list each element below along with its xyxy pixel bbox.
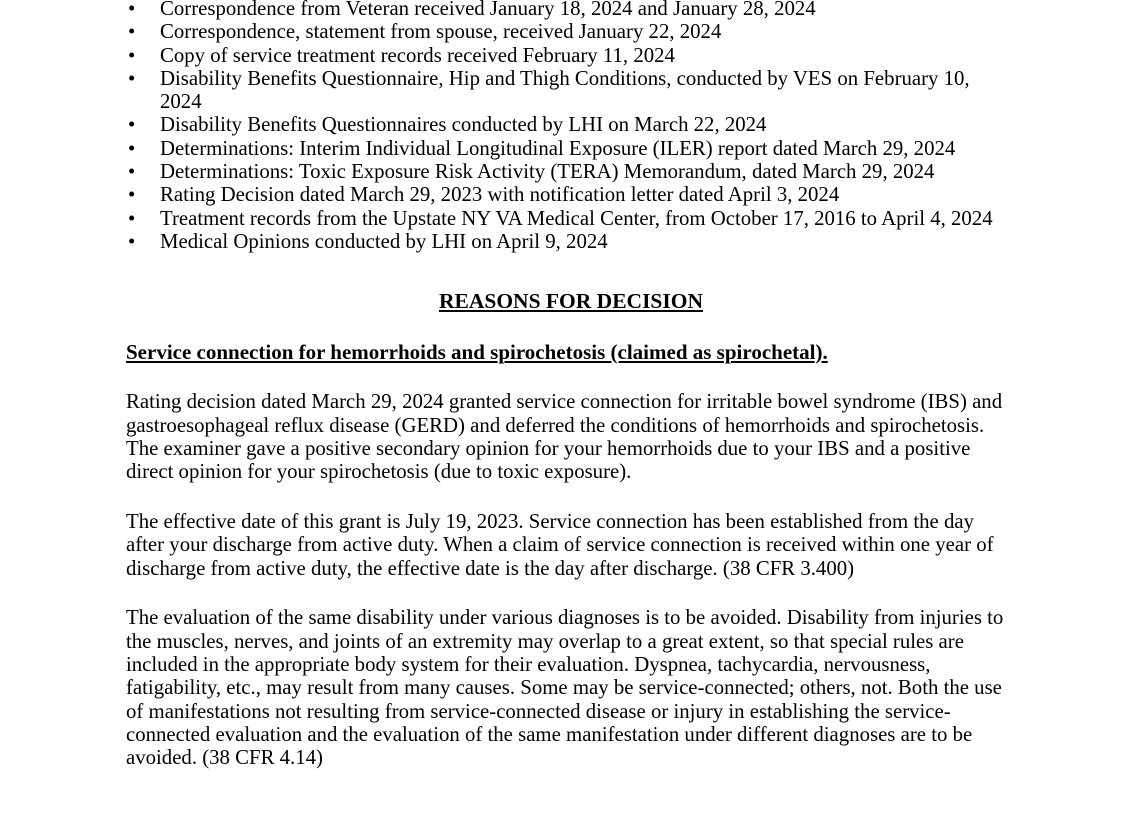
evidence-list-item <box>126 183 1016 206</box>
evidence-list-item <box>126 113 1016 136</box>
evidence-list-item <box>126 137 1016 160</box>
evidence-list-item <box>126 20 1016 43</box>
evidence-list-item <box>126 160 1016 183</box>
issue-heading: Service connection for hemorrhoids and spirochetosis (claimed as spirochetal). <box>126 339 828 364</box>
bullet-icon: • <box>128 229 136 253</box>
bullet-icon: • <box>128 136 136 160</box>
evidence-item-text: Copy of service treatment records received February 11, 2024 <box>160 43 675 67</box>
evidence-item-text: Disability Benefits Questionnaires conducted by LHI on March 22, 2024 <box>160 113 767 137</box>
evidence-list-item <box>126 44 1016 67</box>
evidence-list <box>126 0 1016 253</box>
evidence-item-text: Rating Decision dated March 29, 2023 with notification letter dated April 3, 2024 <box>160 183 840 207</box>
bullet-icon: • <box>128 20 136 44</box>
body-paragraph: The evaluation of the same disability under various diagnoses is to be avoided. Disability from injuries to the muscles, nerves, and joints of an extremity may overlap to a great extent, so that special rules are included in the appropriate body system for their evaluation. Dyspnea, tachycardia, nervousness, fatigability, etc., may result from many causes. Some may be service-connected; others, not. Both the use of manifestations not resulting from service-connected disease or injury in establishing the service-connected evaluation and the evaluation of the same manifestation under different diagnoses are to be avoided. (38 CFR 4.14) <box>126 606 1004 770</box>
decision-paragraphs <box>126 390 1016 769</box>
evidence-list-item <box>126 67 1016 114</box>
evidence-item-text: Treatment records from the Upstate NY VA Medical Center, from October 17, 2016 to April 4, 2024 <box>160 206 993 230</box>
reasons-for-decision-heading: REASONS FOR DECISION <box>438 289 704 314</box>
evidence-item-text: Medical Opinions conducted by LHI on April 9, 2024 <box>160 229 608 253</box>
bullet-icon: • <box>128 183 136 207</box>
evidence-item-text: Correspondence, statement from spouse, received January 22, 2024 <box>160 20 722 44</box>
evidence-list-item <box>126 207 1016 230</box>
body-paragraph: Rating decision dated March 29, 2024 granted service connection for irritable bowel syndrome (IBS) and gastroesophageal reflux disease (GERD) and deferred the conditions of hemorrhoids and spirochetosis. The examiner gave a positive secondary opinion for your hemorrhoids due to your IBS and a positive direct opinion for your spirochetosis (due to toxic exposure). <box>126 390 1003 484</box>
evidence-item-text: Disability Benefits Questionnaire, Hip and Thigh Conditions, conducted by VES on February 10, 2024 <box>160 66 970 114</box>
bullet-icon: • <box>128 206 136 230</box>
evidence-list-item <box>126 0 1016 20</box>
bullet-icon: • <box>128 160 136 184</box>
document-page <box>126 0 1016 770</box>
body-paragraph: The effective date of this grant is July 19, 2023. Service connection has been established from the day after your discharge from active duty. When a claim of service connection is received within one year of discharge from active duty, the effective date is the day after discharge. (38 CFR 3.400) <box>126 510 994 580</box>
evidence-item-text: Determinations: Toxic Exposure Risk Activity (TERA) Memorandum, dated March 29, 2024 <box>160 160 935 184</box>
bullet-icon: • <box>128 0 136 20</box>
evidence-item-text: Correspondence from Veteran received January 18, 2024 and January 28, 2024 <box>160 0 816 20</box>
bullet-icon: • <box>128 66 136 90</box>
evidence-list-item <box>126 230 1016 253</box>
bullet-icon: • <box>128 43 136 67</box>
bullet-icon: • <box>128 113 136 137</box>
evidence-item-text: Determinations: Interim Individual Longitudinal Exposure (ILER) report dated March 29, 2024 <box>160 136 956 160</box>
